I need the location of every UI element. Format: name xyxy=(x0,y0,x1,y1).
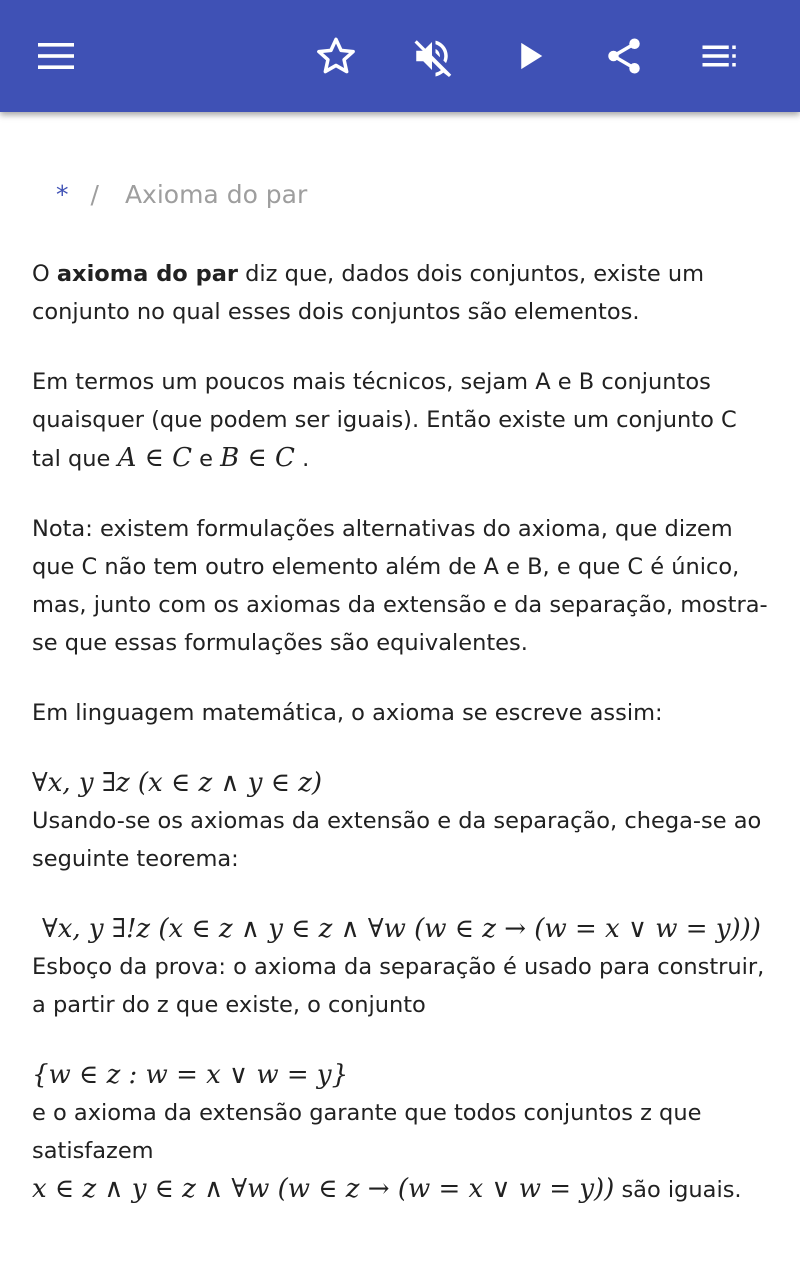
math-a-in-c: A ∈ C xyxy=(117,443,193,473)
volume-off-icon xyxy=(411,35,453,77)
app-bar xyxy=(0,0,800,112)
paragraph-note: Nota: existem formulações alternativas do axioma, que dizem que C não tem outro elemento além de A e B, e que C é único, mas, junto com os axiomas da extensão e da separação, mostra-se que essas formulações são equivalentes. xyxy=(32,516,768,656)
contents-button[interactable] xyxy=(692,28,748,84)
menu-icon xyxy=(36,36,76,76)
paragraph-proof-sketch: Esboço da prova: o axioma da separação é usado para construir, a partir do z que existe, o conjunto xyxy=(32,954,765,1018)
mute-button[interactable] xyxy=(404,28,460,84)
play-icon xyxy=(509,35,551,77)
share-icon xyxy=(603,35,645,77)
paragraph-theorem-intro: Usando-se os axiomas da extensão e da separação, chega-se ao seguinte teorema: xyxy=(32,808,762,872)
paragraph-math-language: Em linguagem matemática, o axioma se escreve assim: xyxy=(32,700,663,726)
favorite-button[interactable] xyxy=(308,28,364,84)
paragraph-conclusion xyxy=(32,1170,772,1209)
list-icon xyxy=(699,35,741,77)
math-b-in-c: B ∈ C xyxy=(220,443,295,473)
conclusion-text: são iguais. xyxy=(614,1177,742,1203)
intro-text-start: O xyxy=(32,261,57,287)
technical-conjunction: e xyxy=(192,446,221,472)
formula-axiom: ∀x, y ∃z (x ∈ z ∧ y ∈ z) xyxy=(32,768,323,798)
article-body xyxy=(32,255,772,1209)
breadcrumb-current: Axioma do par xyxy=(124,180,308,209)
breadcrumb-separator: / xyxy=(90,180,99,209)
intro-bold-term: axioma do par xyxy=(56,261,238,287)
paragraph-technical xyxy=(32,363,772,478)
play-button[interactable] xyxy=(502,28,558,84)
technical-text: Em termos um poucos mais técnicos, sejam A e B conjuntos quaisquer (que podem ser iguais). Então existe um conjunto C tal que xyxy=(32,369,737,472)
breadcrumb xyxy=(56,180,307,209)
intro-text-end: diz que, dados dois conjuntos, existe um conjunto no qual esses dois conjuntos são elementos. xyxy=(32,261,705,325)
share-button[interactable] xyxy=(596,28,652,84)
formula-theorem: ∀x, y ∃!z (x ∈ z ∧ y ∈ z ∧ ∀w (w ∈ z → (w = x ∨ w = y))) xyxy=(42,914,761,944)
breadcrumb-home-link[interactable]: * xyxy=(56,180,69,209)
star-outline-icon xyxy=(315,35,357,77)
menu-button[interactable] xyxy=(28,28,84,84)
formula-condition: x ∈ z ∧ y ∈ z ∧ ∀w (w ∈ z → (w = x ∨ w = y)) xyxy=(32,1174,615,1204)
article-content xyxy=(0,112,800,1280)
formula-set: {w ∈ z : w = x ∨ w = y} xyxy=(32,1060,349,1090)
technical-end: . xyxy=(294,446,310,472)
paragraph-intro xyxy=(32,255,772,331)
paragraph-extension: e o axioma da extensão garante que todos conjuntos z que satisfazem xyxy=(32,1100,702,1164)
